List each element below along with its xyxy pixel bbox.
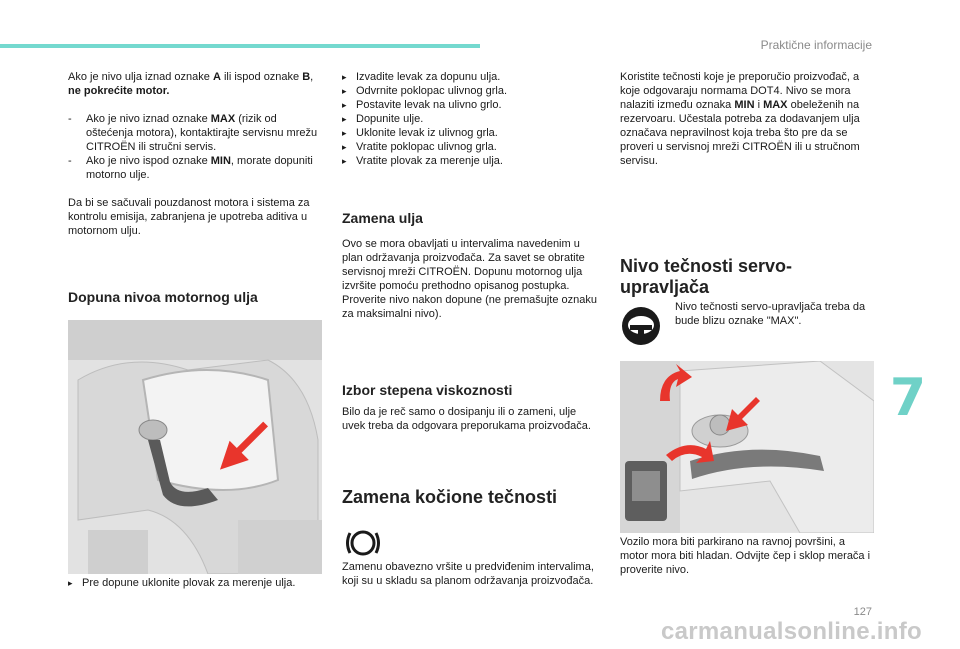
topup-steps (342, 70, 597, 168)
list-item: - Ako je nivo iznad oznake MAX (rizik od oštećenja motora), kontaktirajte servisnu mrežu CITROËN ili stručni servis. (68, 112, 323, 154)
list-item: ▸ Dopunite ulje. (342, 112, 597, 126)
brake-warning-icon (342, 522, 384, 564)
engine-bay-illustration (68, 320, 322, 574)
list-item: ▸ Vratite plovak za merenje ulja. (342, 154, 597, 168)
power-steering-heading: Nivo tečnosti servo-upravljača (620, 256, 793, 297)
brake-fluid-paragraph: Zamenu obavezno vršite u predviđenim intervalima, koji su u skladu sa planom održavanja proizvođača. (342, 561, 594, 587)
steering-wheel-icon (620, 305, 662, 347)
list-item: ▸ Odvrnite poklopac ulivnog grla. (342, 84, 597, 98)
brake-fluid-heading: Zamena kočione tečnosti (342, 487, 558, 507)
reservoir-illustration (620, 361, 874, 533)
power-steering-reservoir-photo (620, 361, 874, 533)
list-item: ▸ Pre dopune uklonite plovak za merenje ulja. (68, 576, 323, 590)
header-accent-bar (0, 44, 480, 48)
column-left (68, 70, 323, 252)
list-item: ▸ Postavite levak na ulivno grlo. (342, 98, 597, 112)
power-steering-check-paragraph: Vozilo mora biti parkirano na ravnoj površini, a motor mora biti hladan. Odvijte čep i sklop merača i proverite nivo. (620, 536, 871, 576)
column-middle (342, 70, 597, 168)
viscosity-paragraph: Bilo da je reč samo o dosipanju ili o zameni, ulje uvek treba da odgovara preporukama proizvođača. (342, 406, 591, 432)
list-item: ▸ Vratite poklopac ulivnog grla. (342, 140, 597, 154)
oil-level-list (68, 112, 323, 182)
viscosity-heading: Izbor stepena viskoznosti (342, 382, 513, 398)
chapter-number: 7 (889, 368, 926, 428)
section-title: Praktične informacije (760, 38, 872, 52)
watermark: carmanualsonline.info (660, 618, 922, 645)
oil-filler-photo (68, 320, 322, 574)
list-item: ▸ Izvadite levak za dopunu ulja. (342, 70, 597, 84)
page-number: 127 (853, 606, 872, 618)
list-item: - Ako je nivo ispod oznake MIN, morate dopuniti motorno ulje. (68, 154, 323, 182)
oil-warning-paragraph: Ako je nivo ulja iznad oznake A ili ispod oznake B, ne pokrećite motor. (68, 71, 314, 97)
brake-fluid-spec-paragraph: Koristite tečnosti koje je preporučio proizvođač, a koje odgovaraju normama DOT4. Nivo se mora nalaziti između oznaka MIN i MAX obeleženih na rezervoaru. Učestala potreba za dodavanjem ulja označava nepravilnost koja treba što pre da se proveri u servisnoj mreži CITROËN ili u stručnom servisu. (620, 71, 860, 167)
oil-change-paragraph: Ovo se mora obavljati u intervalima navedenim u plan održavanja proizvođača. Za savet se obratite servisnoj mreži CITROËN. Dopunu motornog ulja izvršite pomoću prethodno opisanog postupka. Proverite nivo nakon dopune (ne premašujte oznaku za maksimalni nivo). (342, 238, 597, 320)
oil-topup-heading: Dopuna nivoa motornog ulja (68, 289, 258, 305)
oil-change-heading: Zamena ulja (342, 210, 423, 226)
topup-pre-step (68, 576, 323, 590)
power-steering-level-text: Nivo tečnosti servo-upravljača treba da bude blizu oznake "MAX". (675, 301, 866, 327)
list-item: ▸ Uklonite levak iz ulivnog grla. (342, 126, 597, 140)
additive-paragraph: Da bi se sačuvali pouzdanost motora i sistema za kontrolu emisija, zabranjena je upotreba aditiva u motornom ulju. (68, 197, 310, 237)
